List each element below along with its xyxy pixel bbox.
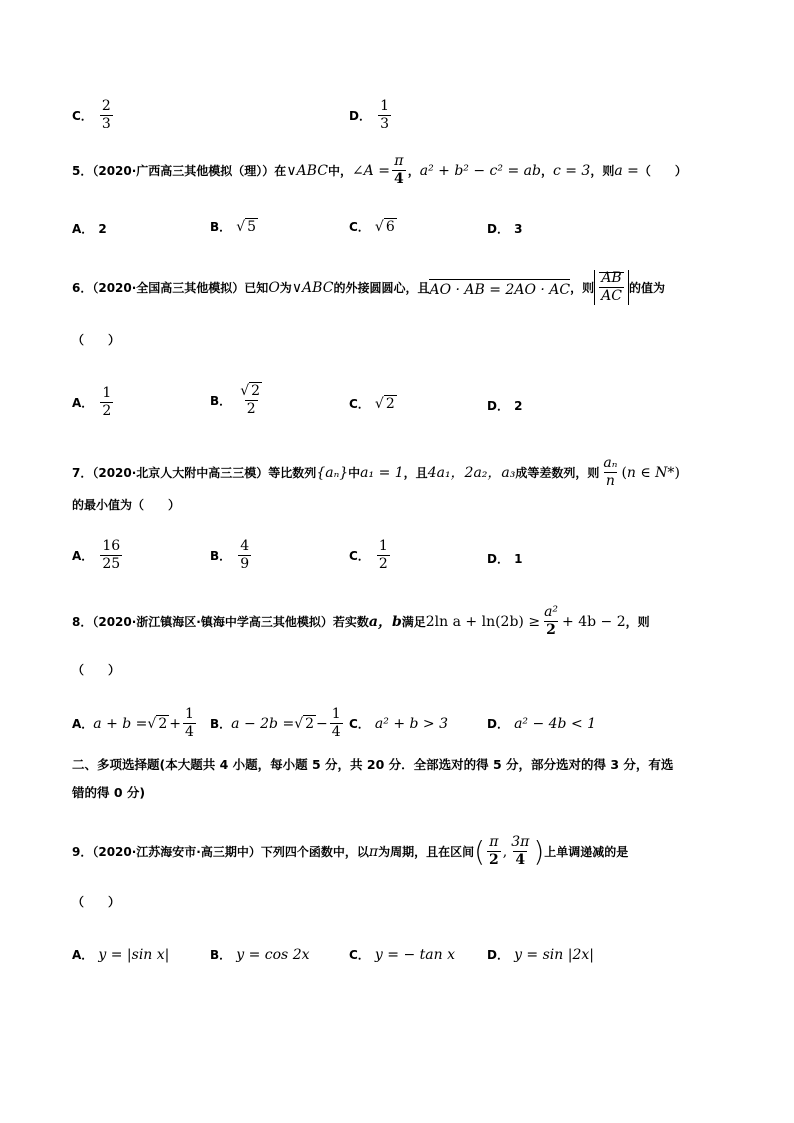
q8-option-d: D． a² − 4b < 1 — [487, 716, 597, 732]
q5-option-d: D． 3 — [487, 222, 523, 236]
q8-blank: （ ） — [72, 663, 121, 677]
q8-stem: 8．（2020·浙江镇海区·镇海中学高三其他模拟）若实数 a，b 满足 2ln a + ln(2b) ≥ $\frac{\text{a²}}{2}$ + 4b − 2 ，则 — [72, 604, 650, 638]
q9-option-a: A． y = |sin x| — [72, 947, 170, 963]
vector-equation: AO · AB = 2AO · AC — [429, 277, 570, 299]
q9-option-c: C． y = − tan x — [349, 947, 455, 963]
q6-option-a: A． $\frac{1}{2}$ — [72, 385, 112, 419]
fraction: $\frac{1}{3}$ — [380, 98, 389, 132]
q5-stem: 5．（2020·广西高三其他模拟（理））在 ∨ABC 中， ∠A = $\frac{\pi}{4}$ ， a² + b² − c² = ab ， c = 3 ，则 a = （ ） — [72, 153, 687, 187]
q7-option-b: B． $\frac{4}{9}$ — [210, 538, 250, 572]
q6-option-b: B． $\frac{√ 2}{2}$ — [210, 383, 261, 417]
q5-option-b: B． √ 5 — [210, 219, 257, 235]
q6-option-d: D． 2 — [487, 399, 523, 413]
q8-option-b: B． a − 2b = √ 2 − $\frac{1}{4}$ — [210, 706, 341, 740]
option-label: C． — [72, 109, 93, 123]
q5-option-c: C． √ 6 — [349, 219, 395, 235]
q4-option-c — [72, 98, 115, 133]
q9-option-d: D． y = sin |2x| — [487, 947, 594, 963]
q9-stem: 9．（2020·江苏海安市·高三期中）下列四个函数中，以 π 为周期，且在区间 ( $\frac{\pi}{2}$ , $\frac{3\pi}{4}$ ) 上单调递减的是 — [72, 834, 629, 868]
q7-line2: 的最小值为（ ） — [72, 498, 181, 512]
q9-option-b: B． y = cos 2x — [210, 947, 310, 963]
q6-blank: （ ） — [72, 333, 121, 347]
q8-option-a: A． a + b = √ 2 + $\frac{1}{4}$ — [72, 706, 194, 740]
q8-option-c: C． a² + b > 3 — [349, 716, 448, 732]
abs-ratio: $\frac{AB}{AC}$ — [594, 270, 629, 305]
q6-stem: 6．（2020·全国高三其他模拟）已知 O 为 ∨ABC 的外接圆圆心，且 AO · AB = 2AO · AC ，则 $\frac{AB}{AC}$ 的值为 — [72, 270, 665, 304]
q6-option-c: C． √ 2 — [349, 396, 395, 412]
option-label: D． — [349, 109, 371, 123]
square-root: √ 5 — [236, 219, 257, 235]
q7-option-a: A． $\frac{16}{25}$ — [72, 538, 121, 572]
square-root: √ 6 — [374, 219, 395, 235]
fraction: $\frac{2}{3}$ — [101, 98, 111, 132]
q5-option-a: A． 2 — [72, 222, 107, 236]
section-heading-line2: 错的得 0 分) — [72, 785, 146, 800]
q7-option-d: D． 1 — [487, 552, 523, 566]
q9-blank: （ ） — [72, 895, 121, 909]
q4-option-d — [349, 98, 393, 133]
q7-stem: 7．（2020·北京人大附中高三三模）等比数列 {aₙ} 中 a₁ = 1 ，且 4a₁，2a₂，a₃ 成等差数列，则 $\frac{\text{aₙ}}{n}$ ( n ∈ N* ) — [72, 455, 680, 489]
section-heading-line1: 二、多项选择题(本大题共 4 小题，每小题 5 分，共 20 分．全部选对的得 5 分，部分选对的得 3 分，有选 — [72, 757, 674, 772]
fraction: $\frac{\pi}{4}$ — [393, 153, 404, 187]
triangle-abc: ∨ABC — [286, 162, 328, 179]
q7-option-c: C． $\frac{1}{2}$ — [349, 538, 388, 572]
